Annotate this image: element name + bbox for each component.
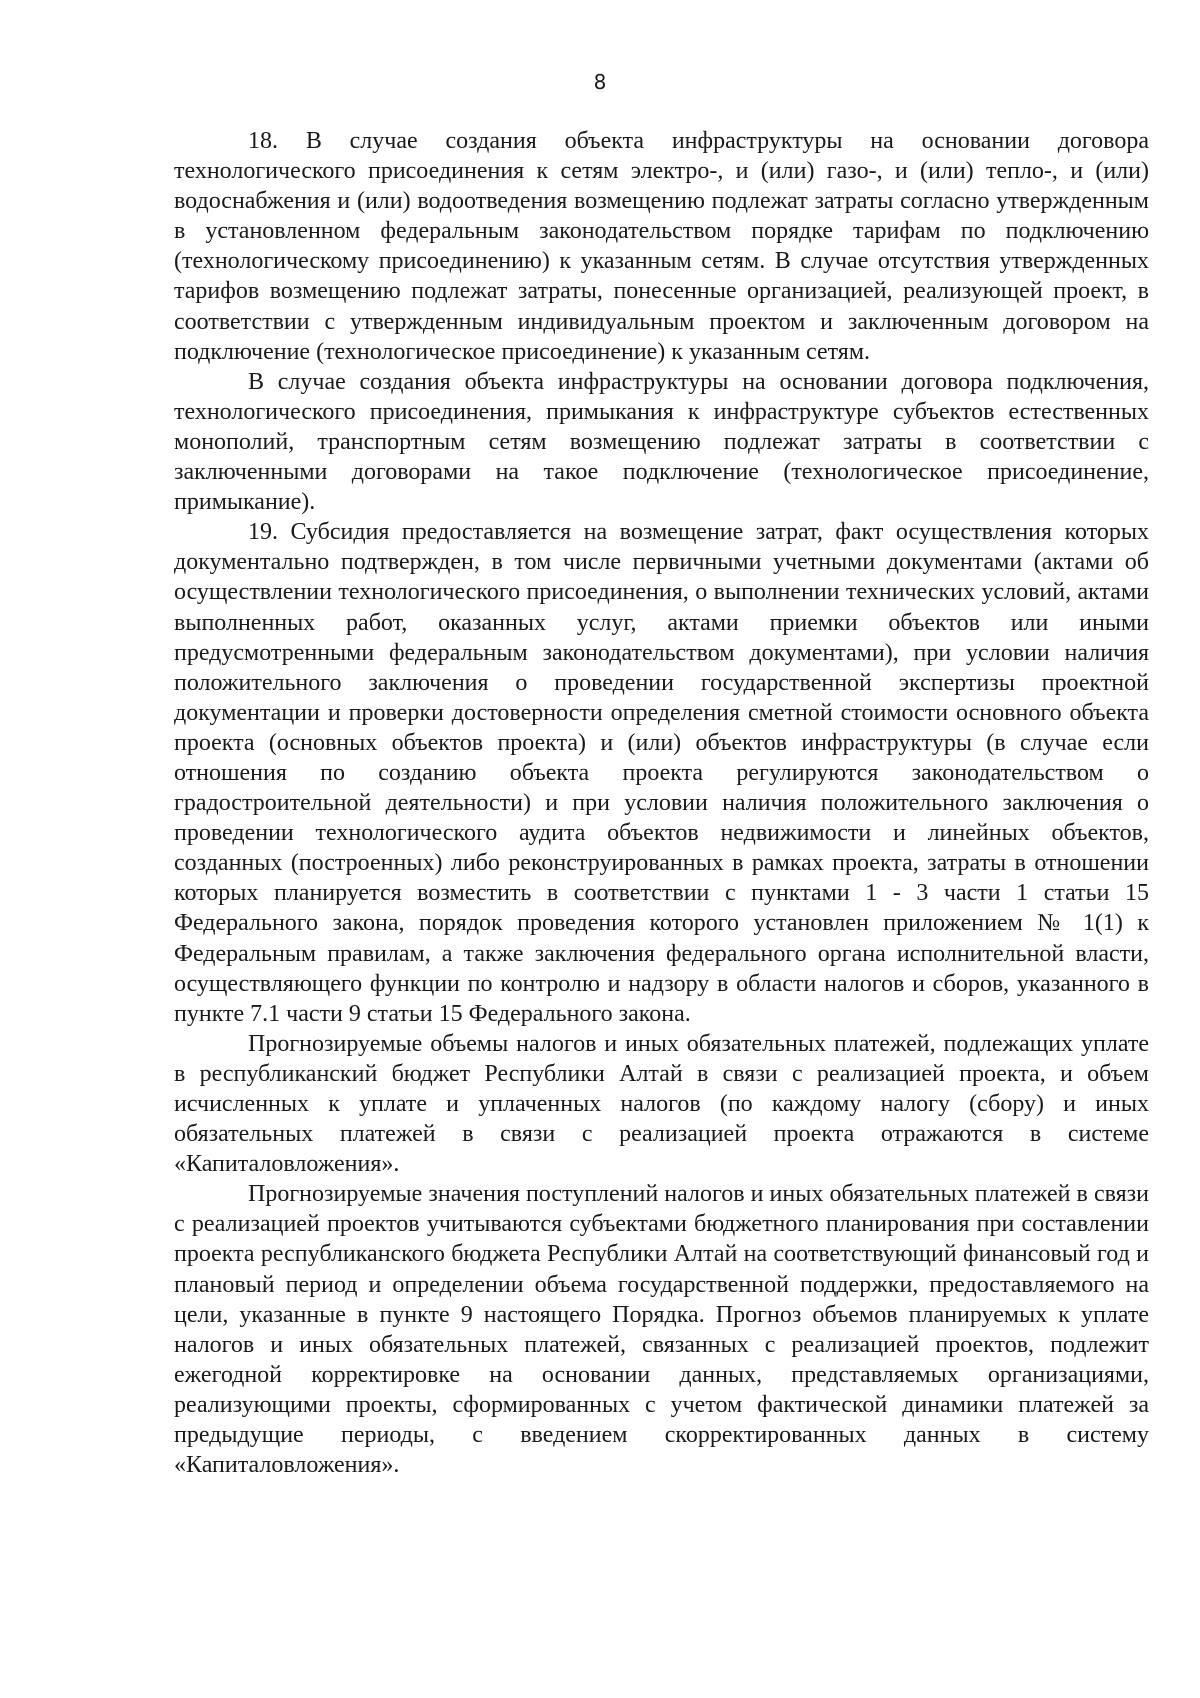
- paragraph-tax-forecast: Прогнозируемые объемы налогов и иных обязательных платежей, подлежащих уплате в республиканский бюджет Республики Алтай в связи с реализацией проекта, и объем исчисленных к уплате и уплаченных налогов (по каждому налогу (сбору) и иных обязательных платежей в связи с реализацией проекта отражаются в системе «Капиталовложения».: [174, 1030, 1149, 1178]
- document-body: [174, 126, 1149, 1480]
- paragraph-tax-planning: Прогнозируемые значения поступлений налогов и иных обязательных платежей в связи с реализацией проектов учитываются субъектами бюджетного планирования при составлении проекта республиканского бюджета Республики Алтай на соответствующий финансовый год и плановый период и определении объема государственной поддержки, предоставляемого на цели, указанные в пункте 9 настоящего Порядка. Прогноз объемов планируемых к уплате налогов и иных обязательных платежей, связанных с реализацией проектов, подлежит ежегодной корректировке на основании данных, представляемых организациями, реализующими проекты, сформированных с учетом фактической динамики платежей за предыдущие периоды, с введением скорректированных данных в систему «Капиталовложения».: [174, 1181, 1149, 1479]
- page-number: 8: [593, 70, 607, 94]
- paragraph-19: 19. Субсидия предоставляется на возмещение затрат, факт осуществления которых документально подтвержден, в том числе первичными учетными документами (актами об осуществлении технологического присоединения, о выполнении технических условий, актами выполненных работ, оказанных услуг, актами приемки объектов или иными предусмотренными федеральным законодательством документами), при условии наличия положительного заключения о проведении государственной экспертизы проектной документации и проверки достоверности определения сметной стоимости основного объекта проекта (основных объектов проекта) и (или) объектов инфраструктуры (в случае если отношения по созданию объекта проекта регулируются законодательством о градостроительной деятельности) и при условии наличия положительного заключения о проведении технологического аудита объектов недвижимости и линейных объектов, созданных (построенных) либо реконструированных в рамках проекта, затраты в отношении которых планируется возместить в соответствии с пунктами 1 - 3 части 1 статьи 15 Федерального закона, порядок проведения которого установлен приложением № 1(1) к Федеральным правилам, а также заключения федерального органа исполнительной власти, осуществляющего функции по контролю и надзору в области налогов и сборов, указанного в пункте 7.1 части 9 статьи 15 Федерального закона.: [174, 519, 1149, 1027]
- paragraph-18-infrastructure: В случае создания объекта инфраструктуры на основании договора подключения, технологического присоединения, примыкания к инфраструктуре субъектов естественных монополий, транспортным сетям возмещению подлежат затраты в соответствии с заключенными договорами на такое подключение (технологическое присоединение, примыкание).: [174, 368, 1149, 516]
- paragraph-18: 18. В случае создания объекта инфраструктуры на основании договора технологического присоединения к сетям электро-, и (или) газо-, и (или) тепло-, и (или) водоснабжения и (или) водоотведения возмещению подлежат затраты согласно утвержденным в установленном федеральным законодательством порядке тарифам по подключению (технологическому присоединению) к указанным сетям. В случае отсутствия утвержденных тарифов возмещению подлежат затраты, понесенные организацией, реализующей проект, в соответствии с утвержденным индивидуальным проектом и заключенным договором на подключение (технологическое присоединение) к указанным сетям.: [174, 128, 1149, 365]
